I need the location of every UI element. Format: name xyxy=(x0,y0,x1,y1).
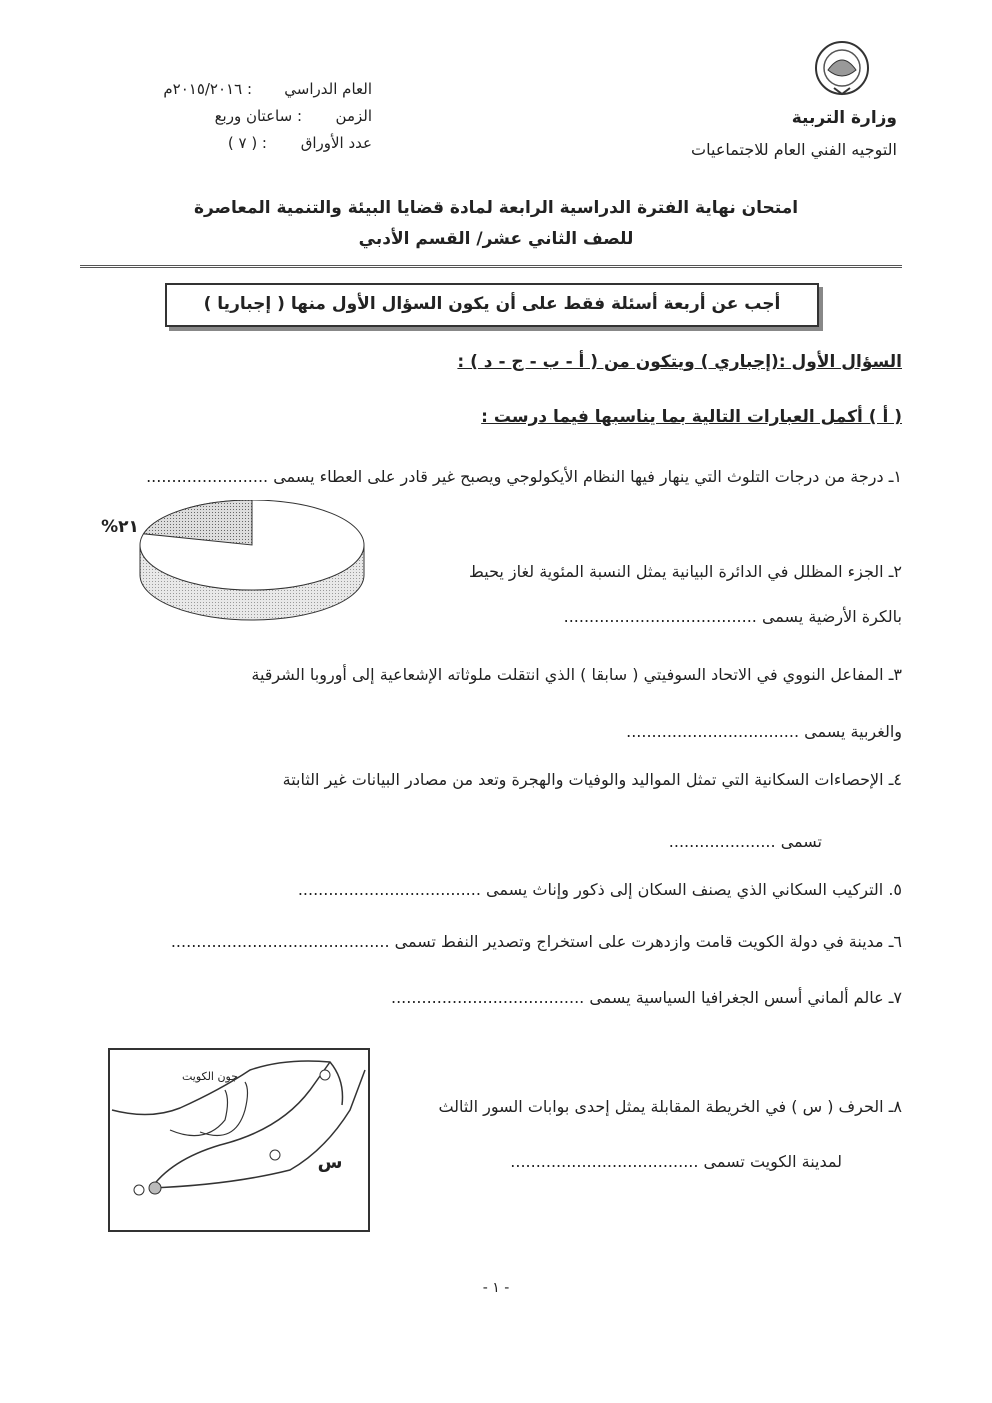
answer-blank[interactable]: ..................................... xyxy=(510,1152,699,1171)
list-item xyxy=(171,932,902,951)
item-number: ٢ـ xyxy=(888,562,902,581)
part-a-heading: ( أ ) أكمل العبارات التالية بما يناسبها فيما درست : xyxy=(481,407,902,427)
item-number: ٤ـ xyxy=(888,770,902,789)
item-text: مدينة في دولة الكويت قامت وازدهرت على استخراج وتصدير النفط تسمى xyxy=(394,932,884,951)
item-text: الإحصاءات السكانية التي تمثل المواليد والوفيات والهجرة وتعد من مصادر البيانات غير الثابتة xyxy=(282,770,884,789)
gate-marker xyxy=(134,1185,144,1195)
item-number: ٨ـ xyxy=(888,1097,902,1116)
wall-outer xyxy=(150,1062,330,1190)
answer-blank[interactable]: ........................ xyxy=(146,467,269,486)
kuwait-city-map xyxy=(108,1048,370,1232)
item-number: ٥. xyxy=(888,880,902,899)
item-text: تسمى xyxy=(780,832,822,851)
ministry-name: وزارة التربية xyxy=(791,108,897,128)
answer-blank[interactable]: .................................... xyxy=(297,880,481,899)
department-name: التوجيه الفني العام للاجتماعيات xyxy=(691,140,897,159)
item-number: ١ـ xyxy=(888,467,902,486)
map-letter: س xyxy=(317,1152,343,1173)
pie-chart xyxy=(95,500,375,625)
list-item xyxy=(283,770,902,789)
list-item-cont xyxy=(510,1152,842,1171)
item-number: ٦ـ xyxy=(888,932,902,951)
year-value: : ٢٠١٥/٢٠١٦م xyxy=(163,80,252,98)
list-item xyxy=(146,467,902,486)
list-item xyxy=(298,880,902,899)
gate-marker xyxy=(270,1150,280,1160)
item-text: بالكرة الأرضية يسمى xyxy=(761,607,902,626)
time-value: : ساعتان وربع xyxy=(214,107,302,125)
item-text: عالم ألماني أسس الجغرافيا السياسية يسمى xyxy=(589,988,884,1007)
bay-label: جون الكويت xyxy=(181,1070,239,1083)
instruction-box xyxy=(165,283,819,327)
item-number: ٧ـ xyxy=(888,988,902,1007)
answer-blank[interactable]: ........................................... xyxy=(170,932,390,951)
item-text: الحرف ( س ) في الخريطة المقابلة يمثل إحدى بوابات السور الثالث xyxy=(438,1097,884,1116)
list-item xyxy=(469,562,902,581)
item-text: لمدينة الكويت تسمى xyxy=(703,1152,842,1171)
item-number: ٣ـ xyxy=(888,665,902,684)
list-item xyxy=(251,665,902,684)
wall-inner-2 xyxy=(200,1082,248,1136)
answer-blank[interactable]: ...................................... xyxy=(390,988,585,1007)
list-item xyxy=(438,1097,902,1116)
pages-value: : ( ٧ ) xyxy=(227,134,267,152)
gate-marker xyxy=(320,1070,330,1080)
item-text: المفاعل النووي في الاتحاد السوفيتي ( سابقا ) الذي انتقلت ملوثاته الإشعاعية إلى أوروبا الشرقية xyxy=(251,665,884,684)
pie-label: ٢١% xyxy=(101,517,139,537)
gate-marker xyxy=(149,1182,161,1194)
answer-blank[interactable]: ...................................... xyxy=(563,607,757,626)
answer-blank[interactable]: ..................... xyxy=(668,832,776,851)
answer-blank[interactable]: .................................. xyxy=(626,722,800,741)
divider xyxy=(80,265,902,268)
time-label: الزمن xyxy=(335,107,372,125)
exam-subtitle: للصف الثاني عشر/ القسم الأدبي xyxy=(358,229,634,249)
instruction-text: أجب عن أربعة أسئلة فقط على أن يكون السؤال الأول منها ( إجباريا ) xyxy=(203,294,781,314)
exam-title: امتحان نهاية الفترة الدراسية الرابعة لمادة قضايا البيئة والتنمية المعاصرة xyxy=(193,198,799,218)
page-number: - ١ - xyxy=(482,1280,510,1296)
ministry-emblem-icon xyxy=(812,38,872,98)
pages-label: عدد الأوراق xyxy=(300,134,372,152)
list-item-cont xyxy=(564,607,902,626)
question1-heading: السؤال الأول :(إجباري ) ويتكون من ( أ - ب - ج - د ) : xyxy=(457,352,902,372)
wall-inner-1 xyxy=(170,1090,228,1136)
year-label: العام الدراسي xyxy=(284,80,372,98)
item-text: الجزء المظلل في الدائرة البيانية يمثل النسبة المئوية لغاز يحيط xyxy=(469,562,884,581)
item-text: والغربية يسمى xyxy=(804,722,902,741)
list-item-cont xyxy=(626,722,902,741)
item-text: درجة من درجات التلوث التي ينهار فيها النظام الأيكولوجي ويصبح غير قادر على العطاء يسمى xyxy=(273,467,884,486)
list-item-cont xyxy=(669,832,822,851)
item-text: التركيب السكاني الذي يصنف السكان إلى ذكور وإناث يسمى xyxy=(486,880,884,899)
list-item xyxy=(391,988,902,1007)
